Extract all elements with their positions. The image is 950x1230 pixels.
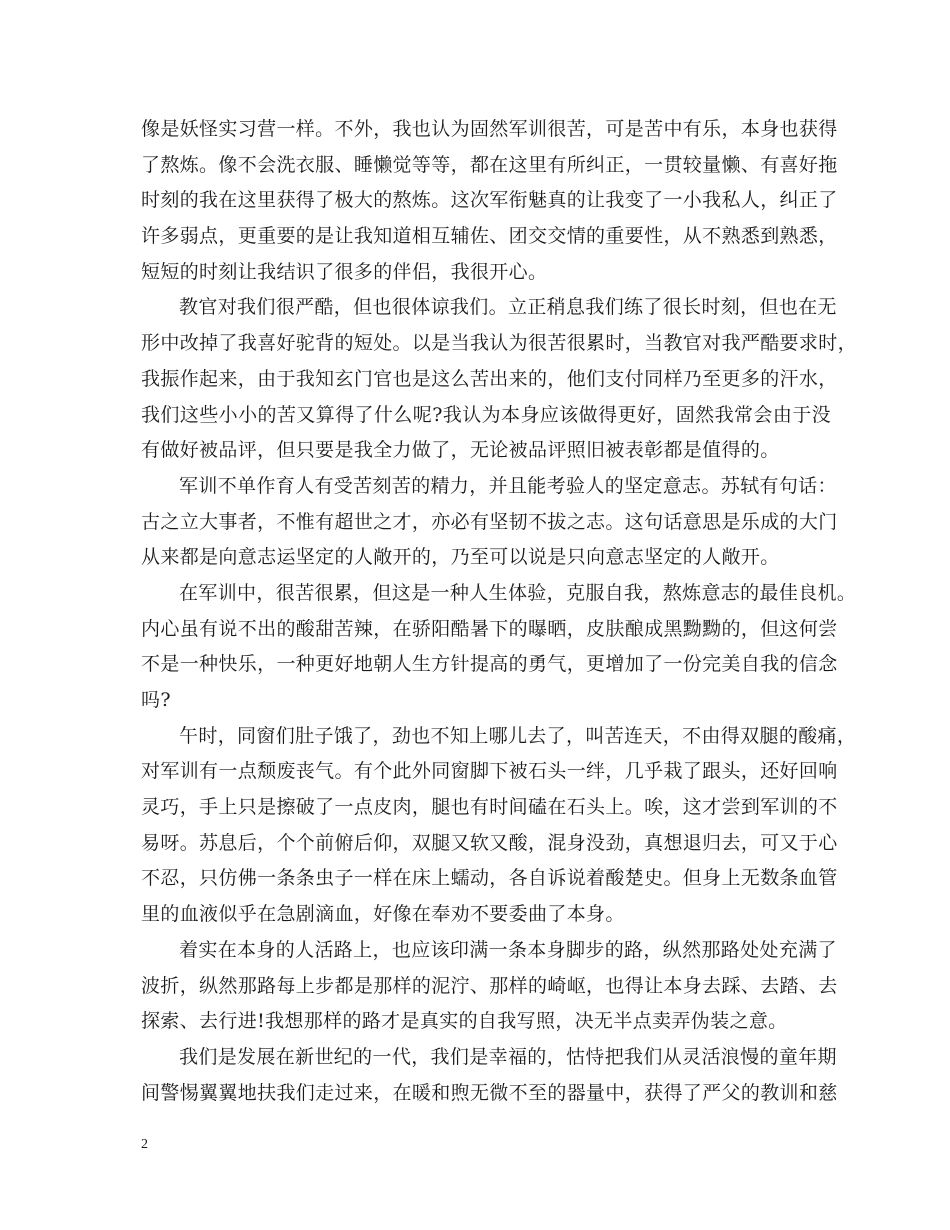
text-line: 在军训中，很苦很累，但这是一种人生体验，克服自我，熬炼意志的最佳良机。 [179,581,857,604]
text-line: 许多弱点，更重要的是让我知道相互辅佐、团交交情的重要性，从不熟悉到熟悉， [141,225,838,248]
text-line: 着实在本身的人活路上，也应该印满一条本身脚步的路，纵然那路处处充满了 [179,938,837,961]
text-line: 不忍，只仿佛一条条虫子一样在床上蠕动，各自诉说着酸楚史。但身上无数条血管 [141,867,838,890]
page-number: 2 [141,1137,148,1152]
text-line: 教官对我们很严酷，但也很体谅我们。立正稍息我们练了很长时刻，但也在无 [179,296,837,319]
text-line: 时刻的我在这里获得了极大的熬炼。这次军衔魅真的让我变了一小我私人，纠正了 [141,189,838,212]
text-line: 里的血液似乎在急剧滴血，好像在奉劝不要委曲了本身。 [141,903,625,926]
text-line: 从来都是向意志运坚定的人敞开的，乃至可以说是只向意志坚定的人敞开。 [141,546,780,569]
text-line: 了熬炼。像不会洗衣服、睡懒觉等等，都在这里有所纠正，一贯较量懒、有喜好拖 [141,153,838,176]
text-line: 午时，同窗们肚子饿了，劲也不知上哪儿去了，叫苦连天，不由得双腿的酸痛， [179,724,857,747]
text-line: 灵巧，手上只是擦破了一点皮肉，腿也有时间磕在石头上。唉，这才尝到军训的不 [141,796,838,819]
text-line: 我们这些小小的苦又算得了什么呢?我认为本身应该做得更好，固然我常会由于没 [141,403,831,426]
body-text [141,112,857,1111]
text-line: 间警惕翼翼地扶我们走过来，在暖和煦无微不至的器量中，获得了严父的教训和慈 [141,1081,838,1104]
text-line: 易呀。苏息后，个个前俯后仰，双腿又软又酸，混身没劲，真想退归去，可又于心 [141,831,838,854]
text-line: 有做好被品评，但只要是我全力做了，无论被品评照旧被表彰都是值得的。 [141,439,780,462]
text-line: 波折，纵然那路每上步都是那样的泥泞、那样的崎岖，也得让本身去踩、去踏、去 [141,974,838,997]
text-line: 短短的时刻让我结识了很多的伴侣，我很开心。 [141,260,548,283]
text-line: 吗? [141,689,171,711]
text-line: 像是妖怪实习营一样。不外，我也认为固然军训很苦，可是苦中有乐，本身也获得 [141,118,838,140]
text-line: 不是一种快乐，一种更好地朝人生方针提高的勇气，更增加了一份完美自我的信念 [141,653,838,676]
text-line: 对军训有一点颓废丧气。有个此外同窗脚下被石头一绊，几乎栽了跟头，还好回响 [141,760,838,783]
text-line: 古之立大事者，不惟有超世之才，亦必有坚韧不拔之志。这句话意思是乐成的大门 [141,510,838,533]
text-line: 军训不单作育人有受苦刻苦的精力，并且能考验人的坚定意志。苏轼有句话： [179,474,837,497]
text-line: 我们是发展在新世纪的一代，我们是幸福的，怙恃把我们从灵活浪慢的童年期 [179,1045,837,1068]
text-line: 探索、去行进!我想那样的路才是真实的自我写照，决无半点卖弄伪装之意。 [141,1010,788,1033]
text-line: 内心虽有说不出的酸甜苦辣，在骄阳酷暑下的曝晒，皮肤酿成黑黝黝的，但这何尝 [141,617,838,640]
text-line: 形中改掉了我喜好驼背的短处。以是当我认为很苦很累时，当教官对我严酷要求时， [141,332,857,355]
text-line: 我振作起来，由于我知玄门官也是这么苦出来的，他们支付同样乃至更多的汗水， [141,367,838,390]
